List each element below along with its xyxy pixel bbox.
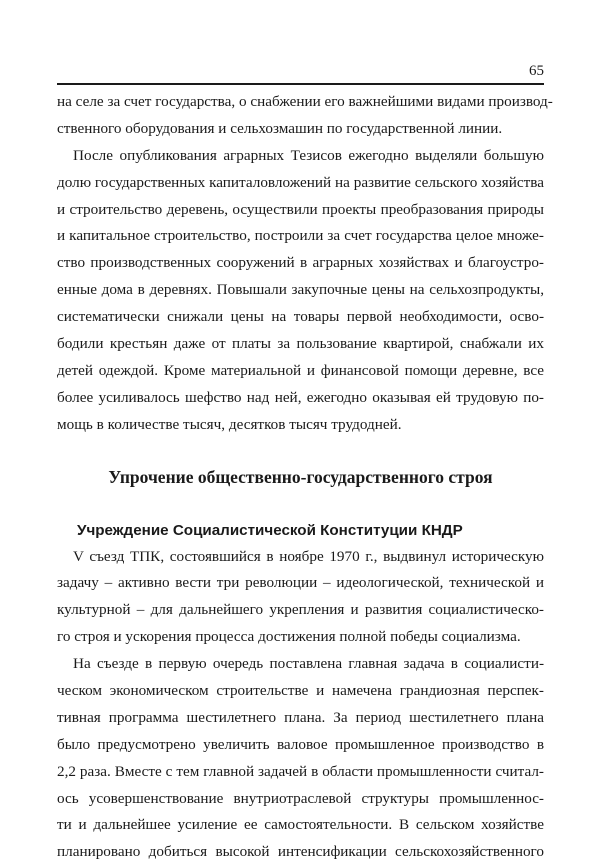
text-line: енные дома в деревнях. Повышали закупочные цены на сельхозпродукты, (57, 281, 544, 299)
text-line: задачу – активно вести три революции – идеологической, технической и (57, 574, 544, 592)
text-line: детей одеждой. Кроме материальной и финансовой помощи деревне, все (57, 361, 544, 379)
body-text (57, 89, 553, 866)
section-heading: Упрочение общественно-государственного строя (108, 466, 493, 487)
text-line: долю государственных капиталовложений на развитие сельского хозяйства (57, 173, 544, 191)
text-line: бодили крестьян даже от платы за пользование квартирой, снабжали их (57, 335, 544, 353)
sub-heading: Учреждение Социалистической Конституции КНДР (77, 521, 463, 539)
text-line: культурной – для дальнейшего укрепления и развития социалистическо- (57, 601, 544, 619)
text-line: более усиливалось шефство над ней, ежегодно оказывая ей трудовую по- (57, 388, 544, 406)
text-line: го строя и ускорения процесса достижения полной победы социализма. (57, 628, 521, 646)
page-number: 65 (529, 63, 544, 79)
header-rule (57, 83, 544, 85)
text-line: и капитальное строительство, построили за счет государства целое множе- (57, 227, 544, 245)
text-line: 2,2 раза. Вместе с тем главной задачей в области промышленности считал- (57, 762, 544, 780)
text-line: На съезде в первую очередь поставлена главная задача в социалисти- (73, 655, 544, 673)
text-line: тивная программа шестилетнего плана. За период шестилетнего плана (57, 708, 544, 726)
text-line: ство производственных сооружений в аграрных хозяйствах и благоустро- (57, 254, 544, 272)
text-line: После опубликования аграрных Тезисов ежегодно выделяли большую (73, 146, 544, 164)
text-line: ти и дальнейшее усиление ее самостоятельности. В сельском хозяйстве (57, 816, 544, 834)
text-line: V съезд ТПК, состоявшийся в ноябре 1970 г., выдвинул историческую (73, 547, 544, 565)
text-line: ственного оборудования и сельхозмашин по государственной линии. (57, 119, 503, 137)
text-line: планировано добиться высокой интенсификации сельскохозяйственного (57, 843, 544, 861)
text-line: ось усовершенствование внутриотраслевой структуры промышленнос- (57, 789, 544, 807)
text-line: ческом экономическом строительстве и намечена грандиозная перспек- (57, 682, 544, 700)
text-line: мощь в количестве тысяч, десятков тысяч трудодней. (57, 415, 402, 433)
text-line: было предусмотрено увеличить валовое промышленное производство в (57, 735, 544, 753)
text-line: и строительство деревень, осуществили проекты преобразования природы (57, 200, 544, 218)
text-line: на селе за счет государства, о снабжении его важнейшими видами производ- (57, 93, 553, 110)
text-line: систематически снижали цены на товары первой необходимости, осво- (57, 308, 544, 326)
